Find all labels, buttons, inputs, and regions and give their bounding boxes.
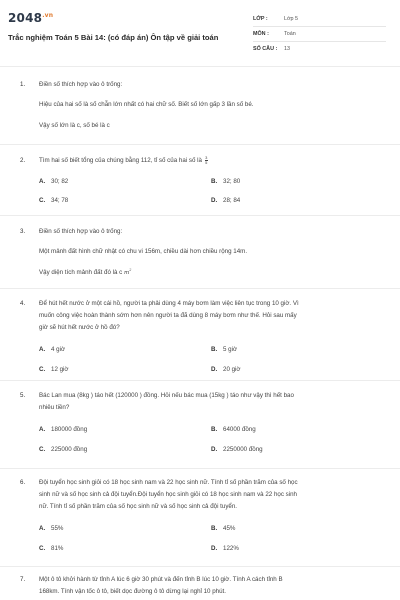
question-text-line: Để hút hết nước ở một cái hồ, người ta phải dùng 4 máy bơm làm việc liên tục trong 10 giờ. Vì — [39, 300, 299, 307]
option-b[interactable] — [211, 346, 237, 353]
logo-main: 2048 — [8, 11, 43, 25]
meta-row-class — [253, 12, 386, 27]
option-d[interactable] — [211, 366, 240, 373]
question-4 — [0, 289, 400, 381]
option-text: 12 giờ — [51, 366, 69, 373]
option-letter: B. — [211, 178, 218, 185]
option-letter: B. — [211, 346, 218, 353]
question-number: 7. — [20, 576, 26, 583]
option-letter: A. — [39, 346, 46, 353]
unit-exponent: 2 — [129, 268, 132, 272]
question-text-line: Đội tuyển học sinh giỏi có 18 học sinh nam và 22 học sinh nữ. Tính tỉ số phần trăm của số học — [39, 479, 298, 486]
option-letter: D. — [211, 545, 218, 552]
meta-value: Lớp 5 — [284, 16, 299, 22]
option-text: 34; 78 — [51, 197, 69, 204]
meta-value: Toán — [284, 31, 296, 37]
option-text: 2250000 đồng — [223, 446, 263, 453]
question-2 — [0, 145, 400, 216]
option-text: 5 giờ — [223, 346, 238, 353]
option-text: 225000 đồng — [51, 446, 88, 453]
meta-table — [253, 12, 386, 56]
site-logo[interactable] — [8, 11, 53, 25]
option-c[interactable] — [39, 545, 63, 552]
header — [0, 0, 400, 62]
question-text-line: nữ. Tính tỉ số phần trăm của số học sinh nữ và số học sinh cả đội tuyển. — [39, 503, 238, 510]
meta-key: SỐ CÂU : — [253, 46, 278, 52]
question-prompt: Điền số thích hợp vào ô trống: — [39, 228, 123, 235]
option-text: 32; 80 — [223, 178, 241, 185]
question-text — [39, 268, 378, 276]
question-text-line: muốn công việc hoàn thành sớm hơn nên người ta đã dùng 8 máy bơm như thế. Hỏi sau mấy — [39, 312, 297, 319]
option-b[interactable] — [211, 426, 256, 433]
option-text: 45% — [223, 525, 236, 532]
question-text-line: Một ô tô khởi hành từ tỉnh A lúc 6 giờ 30 phút và đến tỉnh B lúc 10 giờ. Tính A cách tỉnh B — [39, 576, 283, 583]
option-text: 81% — [51, 545, 64, 552]
page-title: Trắc nghiệm Toán 5 Bài 14: (có đáp án) Ôn tập về giải toán — [8, 33, 219, 42]
option-text: 20 giờ — [223, 366, 241, 373]
option-letter: D. — [211, 197, 218, 204]
option-c[interactable] — [39, 446, 87, 453]
question-number: 1. — [20, 81, 26, 88]
meta-key: MÔN : — [253, 31, 269, 37]
option-text: 28; 84 — [223, 197, 241, 204]
meta-value: 13 — [284, 46, 290, 52]
option-text: 64000 đồng — [223, 426, 256, 433]
option-b[interactable] — [211, 525, 235, 532]
question-text: Một mảnh đất hình chữ nhật có chu vi 156m, chiều dài hơn chiều rộng 14m. — [39, 248, 248, 255]
question-text-line: Bác Lan mua (8kg ) táo hết (120000 ) đồng. Hỏi nếu bác mua (15kg ) táo như vậy thì hết bao — [39, 392, 294, 399]
option-text: 122% — [223, 545, 239, 552]
option-letter: C. — [39, 545, 46, 552]
meta-row-subject — [253, 27, 386, 42]
question-text-line: nhiêu tiền? — [39, 404, 70, 411]
option-a[interactable] — [39, 525, 63, 532]
option-letter: B. — [211, 426, 218, 433]
question-number: 2. — [20, 157, 26, 164]
question-prompt — [39, 156, 378, 165]
option-letter: A. — [39, 178, 46, 185]
option-letter: C. — [39, 366, 46, 373]
option-a[interactable] — [39, 346, 65, 353]
fraction-numerator: 3 — [205, 155, 208, 160]
option-d[interactable] — [211, 545, 239, 552]
question-1 — [0, 67, 400, 145]
question-6 — [0, 469, 400, 567]
question-list — [0, 67, 400, 600]
question-number: 5. — [20, 392, 26, 399]
unit-symbol — [124, 270, 131, 276]
option-text: 55% — [51, 525, 64, 532]
question-prompt: Điền số thích hợp vào ô trống: — [39, 81, 123, 88]
question-7 — [0, 567, 400, 600]
fraction — [205, 156, 208, 165]
logo-tld: .vn — [42, 12, 54, 19]
option-letter: B. — [211, 525, 218, 532]
option-text: 30; 82 — [51, 178, 69, 185]
meta-key: LỚP : — [253, 16, 268, 22]
question-prompt-text: Tìm hai số biết tổng của chúng bằng 112, tỉ số của hai số là — [39, 157, 202, 165]
question-5 — [0, 381, 400, 469]
question-text-line: giờ sẽ hút hết nước ở hồ đó? — [39, 324, 120, 331]
question-number: 6. — [20, 479, 26, 486]
option-b[interactable] — [211, 178, 240, 185]
option-d[interactable] — [211, 446, 263, 453]
question-text-line: 168km. Tính vận tốc ô tô, biết dọc đường ô tô dừng lại nghỉ 10 phút. — [39, 588, 226, 595]
option-letter: C. — [39, 197, 46, 204]
question-3 — [0, 216, 400, 289]
option-text: 180000 đồng — [51, 426, 88, 433]
unit-base: m — [123, 269, 130, 276]
question-number: 4. — [20, 300, 26, 307]
fraction-denominator: 5 — [205, 160, 208, 165]
question-number: 3. — [20, 228, 26, 235]
option-letter: D. — [211, 446, 218, 453]
option-d[interactable] — [211, 197, 240, 204]
option-letter: A. — [39, 426, 46, 433]
question-text: Hiệu của hai số là số chẵn lớn nhất có hai chữ số. Biết số lớn gấp 3 lần số bé. — [39, 101, 254, 108]
option-letter: C. — [39, 446, 46, 453]
question-text-part: Vậy diện tích mảnh đất đó là c — [39, 268, 123, 276]
option-a[interactable] — [39, 426, 87, 433]
option-text: 4 giờ — [51, 346, 66, 353]
question-text: Vậy số lớn là c, số bé là c — [39, 122, 110, 129]
option-letter: D. — [211, 366, 218, 373]
option-c[interactable] — [39, 197, 68, 204]
option-a[interactable] — [39, 178, 68, 185]
option-c[interactable] — [39, 366, 68, 373]
option-letter: A. — [39, 525, 46, 532]
meta-row-count — [253, 42, 386, 56]
question-text-line: sinh nữ và số học sinh cả đội tuyển.Đội tuyển học sinh giỏi có 18 học sinh nam và 22 học sinh — [39, 491, 297, 498]
